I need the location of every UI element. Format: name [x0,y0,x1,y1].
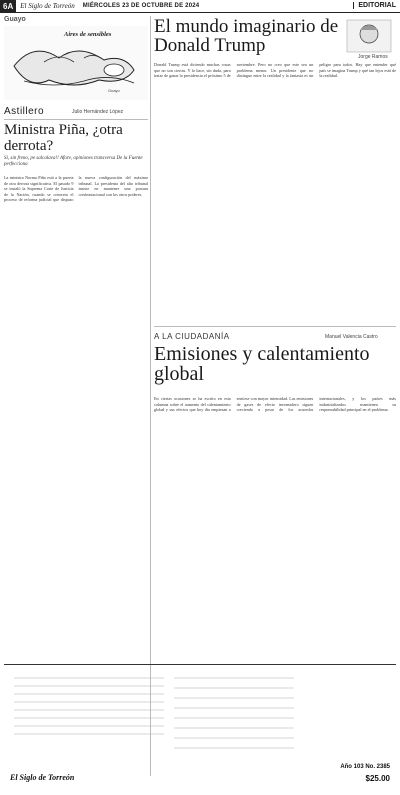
astillero-deck: Si, sin freno, pe salcalava!! Afore, opiniones transversa De la Fuente perfecciona [4,156,143,167]
newspaper-name: El Siglo de Torreón [20,2,75,10]
guayo-block [4,16,148,101]
issue-date: MIÉRCOLES 23 DE OCTUBRE DE 2024 [82,3,200,9]
climate-author: Manuel Valencia Castro [325,334,378,340]
climate-rule [154,326,396,327]
staff-box-lines [4,668,396,790]
astillero-headline: Ministra Piña, ¿otra derrota? [4,122,123,154]
column-divider [150,16,151,776]
astillero-author: Julio Hernández López [72,109,124,115]
astillero-body: La ministra Norma Piña está a la puerta de otra derrota significativa. El pasado 9 se instaló la Suprema Corte de Justicia de la Nación, cuando se concreta el proceso de reforma judicial que dispuso la nueva configuración del máximo tribunal. La presidenta del alto tribunal insiste en mantener una postura confrontacional con los otros poderes. [4,175,148,202]
staff-box [4,668,396,790]
footer-rule [4,664,396,665]
page-header [0,0,400,13]
svg-text:Guayo: Guayo [108,88,120,93]
climate-body: En ciertas ocasiones se ha escrito en esta columna sobre el aumento del calentamiento global y sus efectos que hoy dia empiezan a sentirse con mayor intensidad. Las emisiones de gases de efecto invernadero siguen creciendo a pesar de los acuerdos internacionales, y los países más industrializados mantienen su responsabilidad principal en el problema. [154,396,396,412]
climate-kicker: A LA CIUDADANÍA [154,332,230,341]
issue-info: Año 103 No. 2385 [340,764,390,770]
astillero-rule [4,119,148,120]
cartoon-title: Aires de sensibles [64,31,112,38]
issue-price: $25.00 [365,774,390,783]
trump-illustration [345,16,395,54]
masthead-title: El Siglo de Torreón [10,773,75,782]
astillero-kicker: Astillero [4,106,45,117]
trump-headline: El mundo imaginario de Donald Trump [154,16,339,56]
climate-headline: Emisiones y calentamiento global [154,343,370,385]
trump-body: Donald Trump está diciendo muchas cosas que no son ciertas. Y lo hace, sin duda, para tratar de ganar la presidencia el próximo 5 de noviembre. Pero no creo que este sea un problema menor. Un presidente que no distingue entre la realidad y la fantasía es un peligro para todos. Hay que entender qué país se imagina Trump y qué tan lejos está de la realidad. [154,62,396,78]
section-label: EDITORIAL [353,2,396,9]
cartoon-kicker: Guayo [4,16,26,23]
trump-author: Jorge Ramos [358,54,388,60]
page-number: 6A [0,0,16,13]
cartoon-illustration [4,26,148,100]
